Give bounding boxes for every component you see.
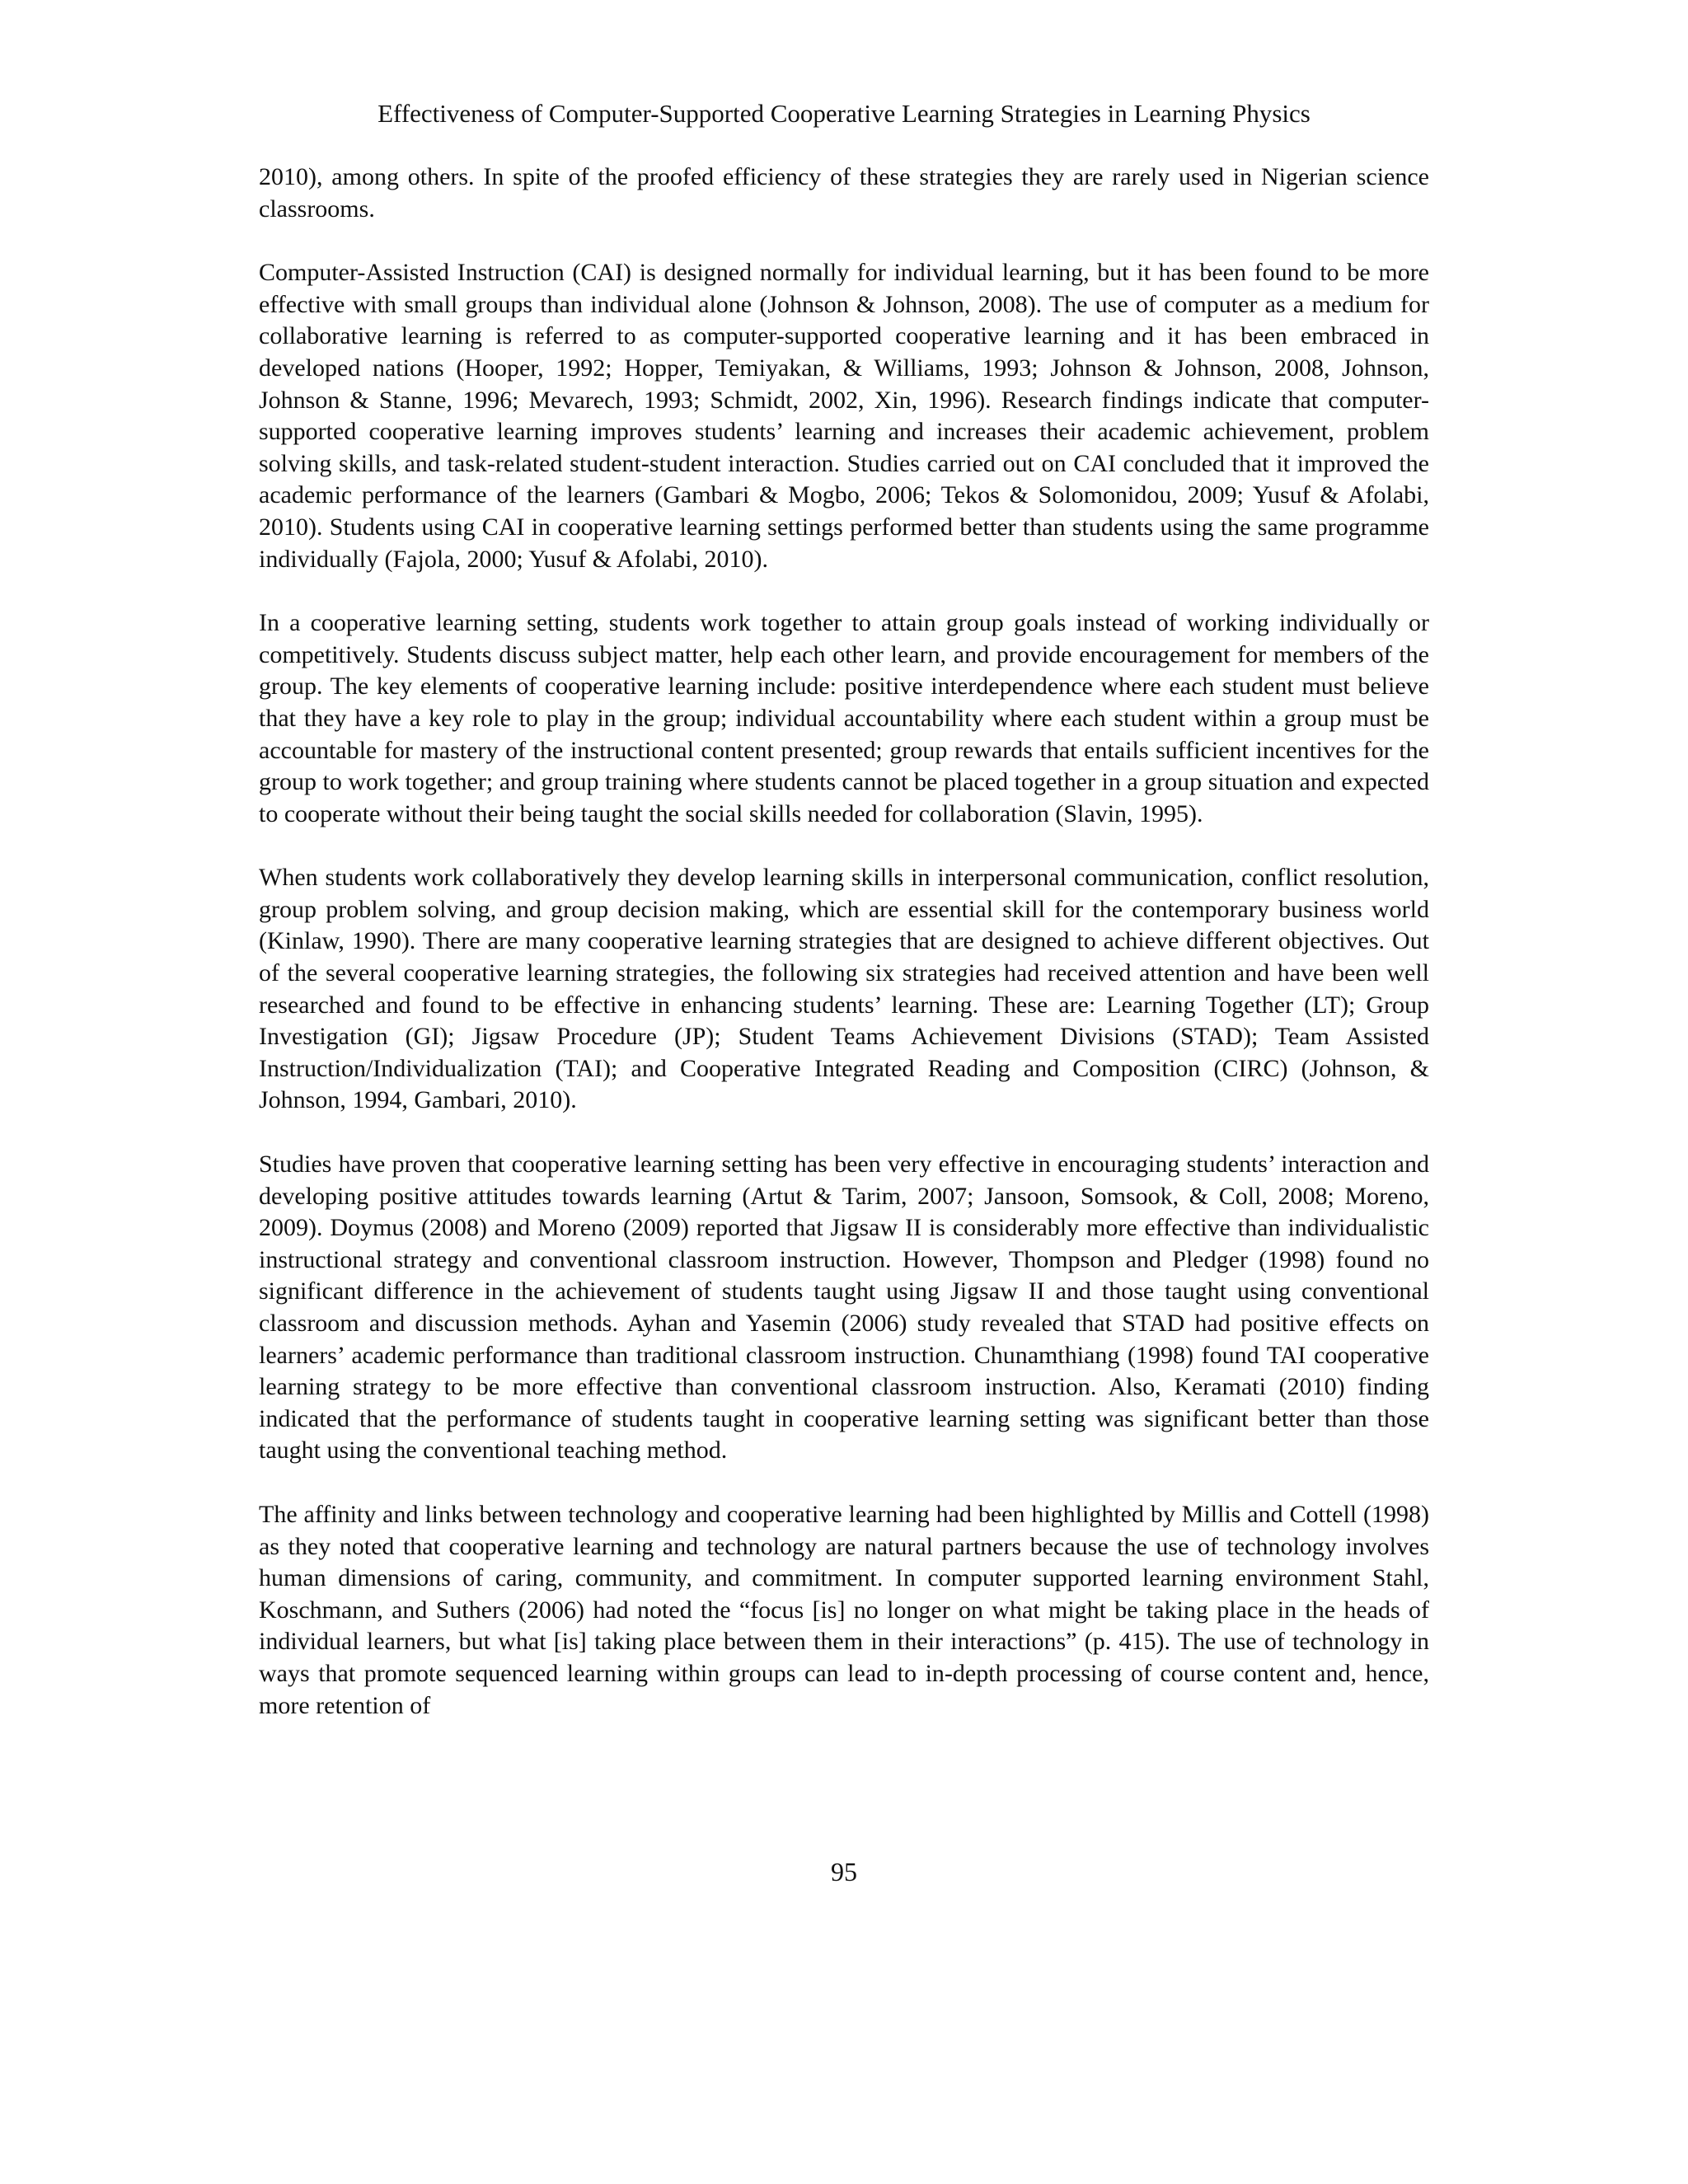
paragraph-cai: Computer-Assisted Instruction (CAI) is designed normally for individual learning, but it has been found to be more effective with small groups than individual alone (Johnson & Johnson, 2008). The use of computer as a medium for collaborative learning is referred to as computer-supported cooperative learning and it has been embraced in developed nations (Hooper, 1992; Hopper, Temiyakan, & Williams, 1993; Johnson & Johnson, 2008, Johnson, Johnson & Stanne, 1996; Mevarech, 1993; Schmidt, 2002, Xin, 1996). Research findings indicate that computer-supported cooperative learning improves students’ learning and increases their academic achievement, problem solving skills, and task-related student-student interaction. Studies carried out on CAI concluded that it improved the academic performance of the learners (Gambari & Mogbo, 2006; Tekos & Solomonidou, 2009; Yusuf & Afolabi, 2010). Students using CAI in cooperative learning settings performed better than students using the same programme individually (Fajola, 2000; Yusuf & Afolabi, 2010).	[259, 259, 1429, 573]
paragraph-continuation: 2010), among others. In spite of the proofed efficiency of these strategies they are rarely used in Nigerian science classrooms.	[259, 163, 1429, 223]
paragraph-collaborative-skills: When students work collaboratively they develop learning skills in interpersonal communication, conflict resolution, group problem solving, and group decision making, which are essential skill for the contemporary business world (Kinlaw, 1990). There are many cooperative learning strategies that are designed to achieve different objectives. Out of the several cooperative learning strategies, the following six strategies had received attention and have been well researched and found to be effective in enhancing students’ learning. These are: Learning Together (LT); Group Investigation (GI); Jigsaw Procedure (JP); Student Teams Achievement Divisions (STAD); Team Assisted Instruction/Individualization (TAI); and Cooperative Integrated Reading and Composition (CIRC) (Johnson, & Johnson, 1994, Gambari, 2010).	[259, 864, 1429, 1114]
paragraph-cooperative-setting: In a cooperative learning setting, students work together to attain group goals instead of working individually or competitively. Students discuss subject matter, help each other learn, and provide encouragement for members of the group. The key elements of cooperative learning include: positive interdependence where each student must believe that they have a key role to play in the group; individual accountability where each student within a group must be accountable for mastery of the instructional content presented; group rewards that entails sufficient incentives for the group to work together; and group training where students cannot be placed together in a group situation and expected to cooperate without their being taught the social skills needed for collaboration (Slavin, 1995).	[259, 609, 1429, 827]
running-header: Effectiveness of Computer-Supported Cooperative Learning Strategies in Learning Physics	[377, 99, 1311, 128]
body-text	[259, 162, 1429, 1722]
paragraph-technology: The affinity and links between technology and cooperative learning had been highlighted by Millis and Cottell (1998) as they noted that cooperative learning and technology are natural partners because the use of technology involves human dimensions of caring, community, and commitment. In computer supported learning environment Stahl, Koschmann, and Suthers (2006) had noted the “focus [is] no longer on what might be taking place in the heads of individual learners, but what [is] taking place between them in their interactions” (p. 415). The use of technology in ways that promote sequenced learning within groups can lead to in-depth processing of course content and, hence, more retention of	[259, 1500, 1429, 1719]
paragraph-studies: Studies have proven that cooperative learning setting has been very effective in encouraging students’ interaction and developing positive attitudes towards learning (Artut & Tarim, 2007; Jansoon, Somsook, & Coll, 2008; Moreno, 2009). Doymus (2008) and Moreno (2009) reported that Jigsaw II is considerably more effective than individualistic instructional strategy and conventional classroom instruction. However, Thompson and Pledger (1998) found no significant difference in the achievement of students taught using Jigsaw II and those taught using conventional classroom and discussion methods. Ayhan and Yasemin (2006) study revealed that STAD had positive effects on learners’ academic performance than traditional classroom instruction. Chunamthiang (1998) found TAI cooperative learning strategy to be more effective than conventional classroom instruction. Also, Keramati (2010) finding indicated that the performance of students taught in cooperative learning setting was significant better than those taught using the conventional teaching method.	[259, 1151, 1429, 1465]
page-number: 95	[831, 1857, 857, 1886]
